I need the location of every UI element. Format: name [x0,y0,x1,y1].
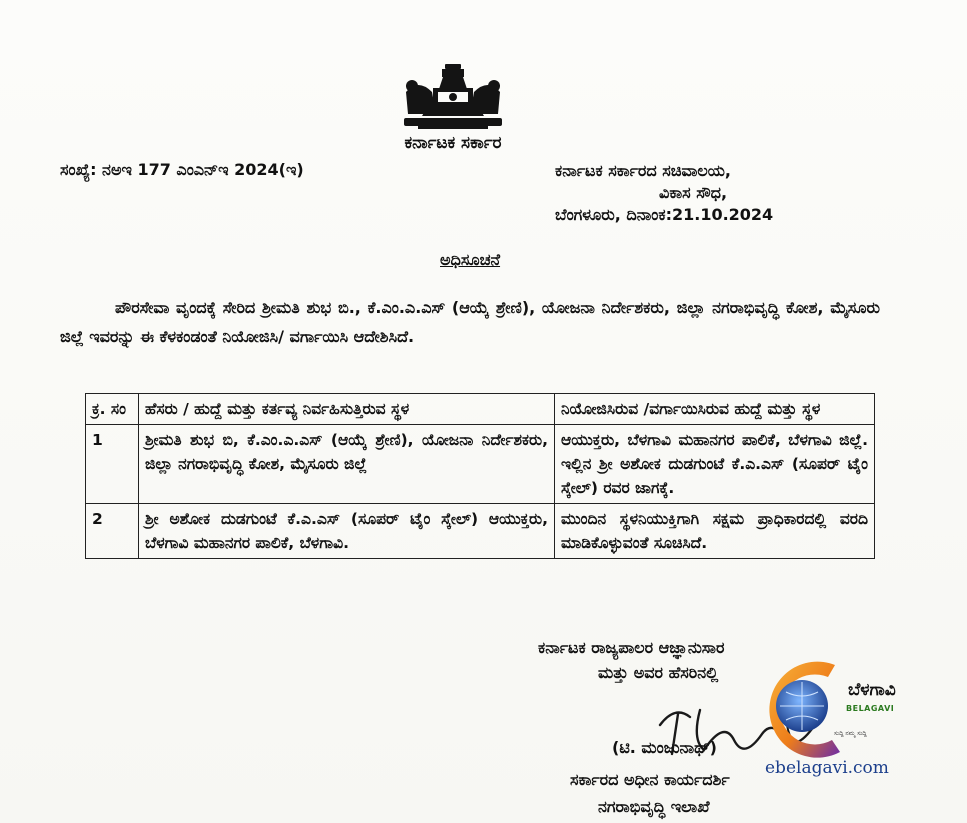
address-line: ಕರ್ನಾಟಕ ಸರ್ಕಾರದ ಸಚಿವಾಲಯ, [555,161,732,180]
row-name-post: ಶ್ರೀಮತಿ ಶುಭ ಬಿ, ಕೆ.ಎಂ.ಎ.ಎಸ್ (ಆಯ್ಕೆ ಶ್ರೇಣಿ), ಯೋಜನಾ ನಿರ್ದೇಶಕರು, ಜಿಲ್ಲಾ ನಗರಾಭಿವೃದ್ಧಿ ಕೋಶ, ಮೈಸೂರು ಜಿಲ್ಲೆ [139,425,555,504]
watermark-brand-kannada: ಬೆಳಗಾವಿ [848,680,896,700]
watermark-url: ebelagavi.com [765,758,889,778]
address-line: ವಿಕಾಸ ಸೌಧ, [659,183,728,202]
government-title: ಕರ್ನಾಟಕ ಸರ್ಕಾರ [404,133,502,153]
table-row [86,425,875,504]
table-row [86,504,875,559]
karnataka-state-emblem-icon [398,62,508,130]
notification-title: ಅಧಿಸೂಚನೆ [440,250,501,269]
ebelagavi-logo-icon [740,650,940,775]
watermark-brand-english: BELAGAVI [846,704,895,713]
watermark-tagline: ಸುದ್ದಿ ನಮ್ಮ ಸುದ್ದಿ [834,730,867,737]
designation-line: ನಗರಾಭಿವೃದ್ಧಿ ಇಲಾಖೆ [598,797,710,816]
signer-name: (ಟಿ. ಮಂಜುನಾಥ್) [612,738,717,757]
header-name-post: ಹೆಸರು / ಹುದ್ದೆ ಮತ್ತು ಕರ್ತವ್ಯ ನಿರ್ವಹಿಸುತ್ತಿರುವ ಸ್ಥಳ [139,394,555,425]
header-posting: ನಿಯೋಜಿಸಿರುವ /ವರ್ಗಾಯಿಸಿರುವ ಹುದ್ದೆ ಮತ್ತು ಸ್ಥಳ [555,394,875,425]
office-address [555,160,773,226]
address-date-line: ಬೆಂಗಳೂರು, ದಿನಾಂಕ:21.10.2024 [555,205,774,224]
row-posting: ಮುಂದಿನ ಸ್ಥಳನಿಯುಕ್ತಿಗಾಗಿ ಸಕ್ಷಮ ಪ್ರಾಧಿಕಾರದಲ್ಲಿ ವರದಿ ಮಾಡಿಕೊಳ್ಳುವಂತೆ ಸೂಚಿಸಿದೆ. [555,504,875,559]
reference-number: ಸಂಖ್ಯೆ: ನಅಇ 177 ಎಂಎನ್‌ಇ 2024(ಇ) [60,160,304,179]
designation-line: ಸರ್ಕಾರದ ಅಧೀನ ಕಾರ್ಯದರ್ಶಿ [570,770,730,789]
row-serial-number: 1 [86,425,139,504]
header-serial-number: ಕ್ರ. ಸಂ [86,394,139,425]
table-header-row [86,394,875,425]
signoff-line: ಮತ್ತು ಅವರ ಹೆಸರಿನಲ್ಲಿ [598,663,719,682]
row-serial-number: 2 [86,504,139,559]
governor-order-line [538,635,724,685]
signer-designation [570,766,730,820]
notification-body: ಪೌರಸೇವಾ ವೃಂದಕ್ಕೆ ಸೇರಿದ ಶ್ರೀಮತಿ ಶುಭ ಬಿ., ಕೆ.ಎಂ.ಎ.ಎಸ್ (ಆಯ್ಕೆ ಶ್ರೇಣಿ), ಯೋಜನಾ ನಿರ್ದೇಶಕರು, ಜಿಲ್ಲಾ ನಗರಾಭಿವೃದ್ಧಿ ಕೋಶ, ಮೈಸೂರು ಜಿಲ್ಲೆ ಇವರನ್ನು ಈ ಕೆಳಕಂಡಂತೆ ನಿಯೋಜಿಸಿ/ ವರ್ಗಾಯಿಸಿ ಆದೇಶಿಸಿದೆ. [60,298,880,346]
row-posting: ಆಯುಕ್ತರು, ಬೆಳಗಾವಿ ಮಹಾನಗರ ಪಾಲಿಕೆ, ಬೆಳಗಾವಿ ಜಿಲ್ಲೆ. ಇಲ್ಲಿನ ಶ್ರೀ ಅಶೋಕ ದುಡಗುಂಟೆ ಕೆ.ಎ.ಎಸ್ (ಸೂಪರ್ ಟೈಂ ಸ್ಕೇಲ್) ರವರ ಜಾಗಕ್ಕೆ. [555,425,875,504]
row-name-post: ಶ್ರೀ ಅಶೋಕ ದುಡಗುಂಟೆ ಕೆ.ಎ.ಎಸ್ (ಸೂಪರ್ ಟೈಂ ಸ್ಕೇಲ್) ಆಯುಕ್ತರು, ಬೆಳಗಾವಿ ಮಹಾನಗರ ಪಾಲಿಕೆ, ಬೆಳಗಾವಿ. [139,504,555,559]
transfer-table [85,393,875,559]
signoff-line: ಕರ್ನಾಟಕ ರಾಜ್ಯಪಾಲರ ಆಜ್ಞಾನುಸಾರ [538,638,725,657]
